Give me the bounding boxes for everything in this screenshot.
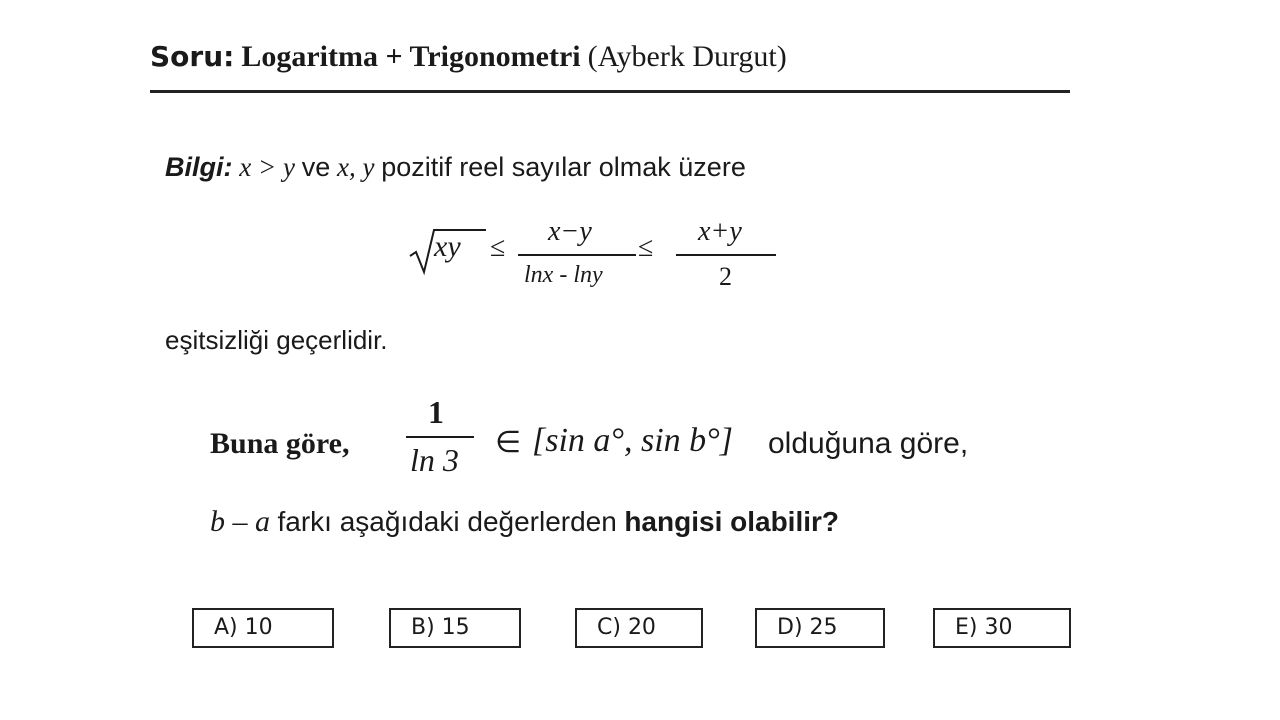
member-sign: ∈: [495, 426, 522, 459]
info-text: pozitif reel sayılar olmak üzere: [381, 152, 746, 182]
question-fraction-bar: [406, 436, 474, 438]
interval: [sin a°, sin b°]: [532, 422, 734, 459]
info-vars: x, y: [336, 152, 375, 182]
info-line: [165, 152, 746, 183]
question-ask: hangisi olabilir?: [624, 506, 840, 537]
validity-text: eşitsizliği geçerlidir.: [165, 325, 388, 355]
question-fraction-denominator: ln 3: [410, 442, 459, 478]
info-condition: x > y: [239, 152, 295, 182]
question-header: [150, 40, 787, 90]
inequality-formula: [408, 210, 788, 310]
info-and: ve: [301, 152, 331, 182]
question-author: (Ayberk Durgut): [587, 40, 787, 73]
question-cont: olduğuna göre,: [768, 427, 969, 460]
option-a[interactable]: A) 10: [192, 608, 334, 648]
option-d[interactable]: D) 25: [755, 608, 885, 648]
question-label: Soru:: [150, 40, 235, 73]
question-line-1: [210, 394, 1030, 490]
fraction1-numerator: x−y: [548, 216, 592, 247]
question-fraction-numerator: 1: [428, 394, 444, 430]
difference: b – a: [210, 505, 270, 538]
fraction2-denominator: 2: [719, 262, 732, 291]
leq-sign-1: ≤: [490, 232, 506, 263]
fraction2-numerator: x+y: [698, 216, 742, 247]
leq-sign-2: ≤: [638, 232, 654, 263]
question-text: farkı aşağıdaki değerlerden: [277, 506, 617, 537]
sqrt-term: xy: [434, 230, 461, 263]
question-line-2: [210, 505, 839, 539]
fraction2-bar: [676, 254, 776, 256]
header-divider: [150, 90, 1070, 93]
info-label: Bilgi:: [165, 152, 233, 182]
option-c[interactable]: C) 20: [575, 608, 703, 648]
question-topic: Logaritma + Trigonometri: [241, 40, 581, 73]
option-b[interactable]: B) 15: [389, 608, 521, 648]
fraction1-bar: [518, 254, 636, 256]
option-e[interactable]: E) 30: [933, 608, 1071, 648]
fraction1-denominator: lnx - lny: [524, 262, 603, 288]
question-lead: Buna göre,: [210, 427, 350, 460]
